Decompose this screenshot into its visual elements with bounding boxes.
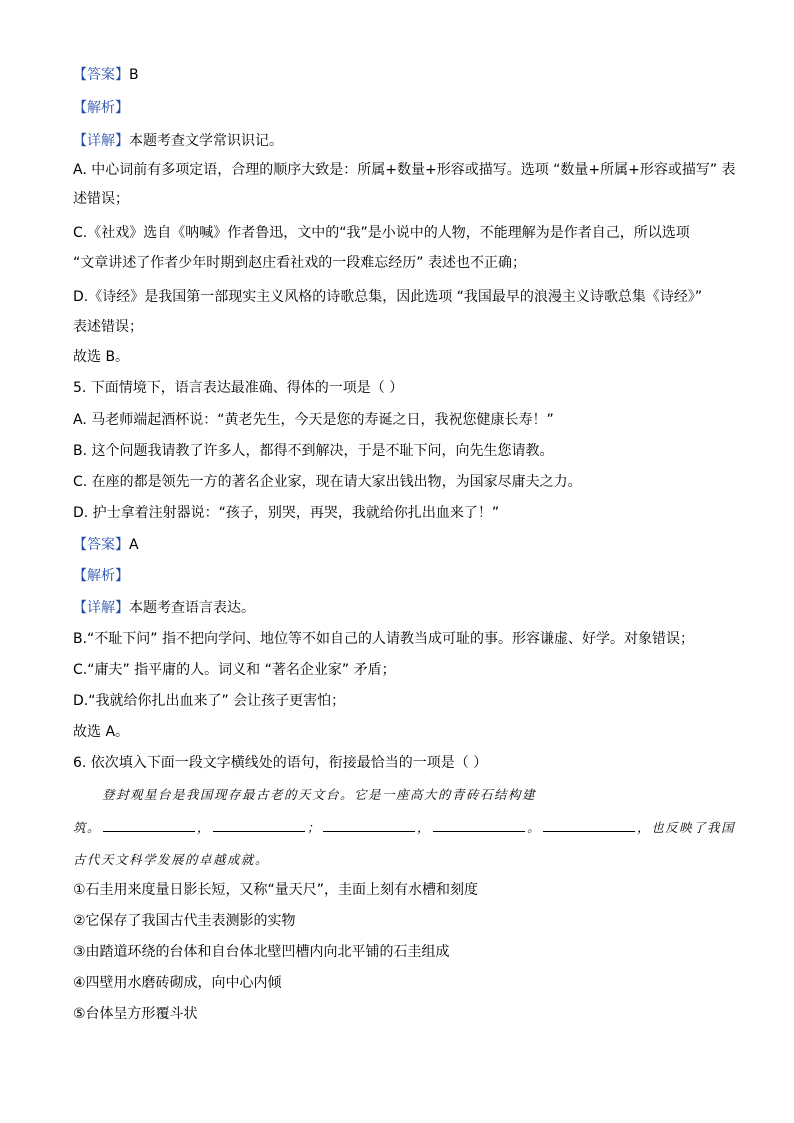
- detail-tag: 【详解】: [73, 600, 129, 616]
- q4-explanation-c-line2: “文章讲述了作者少年时期到赵庄看社戏的一段难忘经历” 表述也不正确；: [73, 255, 526, 271]
- q5-explanation-b: B.“不耻下问” 指不把向学问、地位等不如自己的人请教当成可耻的事。形容谦虚、好学。对象错误；: [73, 631, 695, 647]
- q5-conclusion: 故选 A。: [73, 724, 130, 740]
- q4-answer: [73, 65, 723, 85]
- separator-2: ；: [307, 820, 322, 835]
- q4-conclusion: 故选 B。: [73, 349, 130, 365]
- q5-option-d: D. 护士拿着注射器说：“孩子，别哭，再哭，我就给你扎出血来了！”: [73, 505, 500, 521]
- q6-item-2: ②它保存了我国古代圭表测影的实物: [73, 913, 296, 929]
- answer-tag: 【答案】: [73, 537, 129, 553]
- detail-text: 本题考查语言表达。: [129, 600, 255, 616]
- q4-explanation-a-line2: 述错误；: [73, 191, 129, 207]
- fill-blank-4[interactable]: [433, 819, 525, 832]
- q5-option-b: B. 这个问题我请教了许多人，都得不到解决，于是不耻下问，向先生您请教。: [73, 443, 554, 459]
- q5-option-c: C. 在座的都是领先一方的著名企业家，现在请大家出钱出物，为国家尽庸夫之力。: [73, 474, 582, 490]
- q4-explanation-c-line1: C.《社戏》选自《呐喊》作者鲁迅，文中的“我”是小说中的人物，不能理解为是作者自己，所以选项: [73, 225, 690, 241]
- q4-explanation-d-line2: 表述错误；: [73, 319, 143, 335]
- q5-explanation-c: C.“庸夫” 指平庸的人。词义和 “著名企业家” 矛盾；: [73, 662, 396, 678]
- analysis-tag: 【解析】: [73, 100, 129, 116]
- q4-analysis-heading: [73, 98, 723, 118]
- q6-item-4: ④四壁用水磨砖砌成，向中心内倾: [73, 975, 282, 991]
- q5-detail: [73, 598, 723, 618]
- q6-item-3: ③由踏道环绕的台体和自台体北壁凹槽内向北平铺的石圭组成: [73, 944, 450, 960]
- detail-text: 本题考查文学常识识记。: [129, 133, 283, 149]
- passage-start: 筑。: [73, 820, 102, 835]
- q6-passage-line2: [73, 818, 736, 838]
- q4-detail: [73, 131, 723, 151]
- q5-option-a: A. 马老师端起酒杯说：“黄老先生，今天是您的寿诞之日，我祝您健康长寿！”: [73, 412, 554, 428]
- q4-explanation-a-line1: A. 中心词前有多项定语，合理的顺序大致是：所属+数量+形容或描写。选项 “数量+所属+形容或描写” 表: [73, 162, 736, 178]
- q6-passage-line1: 登封观星台是我国现存最古老的天文台。它是一座高大的青砖石结构建: [102, 787, 537, 802]
- answer-tag: 【答案】: [73, 67, 129, 83]
- q6-stem: 6. 依次填入下面一段文字横线处的语句，衔接最恰当的一项是（ ）: [73, 755, 488, 771]
- fill-blank-3[interactable]: [323, 819, 415, 832]
- fill-blank-1[interactable]: [103, 819, 195, 832]
- separator-1: ，: [197, 820, 212, 835]
- separator-3: ，: [417, 820, 432, 835]
- q6-item-1: ①石圭用来度量日影长短，又称“量天尺”，圭面上刻有水槽和刻度: [73, 882, 479, 898]
- q5-stem: 5. 下面情境下，语言表达最准确、得体的一项是（ ）: [73, 380, 404, 396]
- q5-explanation-d: D.“我就给你扎出血来了” 会让孩子更害怕；: [73, 693, 346, 709]
- passage-end: ，也反映了我国: [637, 820, 736, 835]
- q4-explanation-d-line1: D.《诗经》是我国第一部现实主义风格的诗歌总集，因此选项 “我国最早的浪漫主义诗歌总集《诗经》”: [73, 289, 703, 305]
- answer-value: B: [129, 67, 139, 83]
- q6-passage-line3: 古代天文科学发展的卓越成就。: [73, 852, 270, 867]
- analysis-tag: 【解析】: [73, 568, 129, 584]
- fill-blank-2[interactable]: [213, 819, 305, 832]
- q6-item-5: ⑤台体呈方形覆斗状: [73, 1006, 198, 1022]
- q5-analysis-heading: [73, 566, 723, 586]
- answer-value: A: [129, 537, 139, 553]
- separator-4: 。: [527, 820, 542, 835]
- fill-blank-5[interactable]: [543, 819, 635, 832]
- detail-tag: 【详解】: [73, 133, 129, 149]
- q5-answer: [73, 535, 723, 555]
